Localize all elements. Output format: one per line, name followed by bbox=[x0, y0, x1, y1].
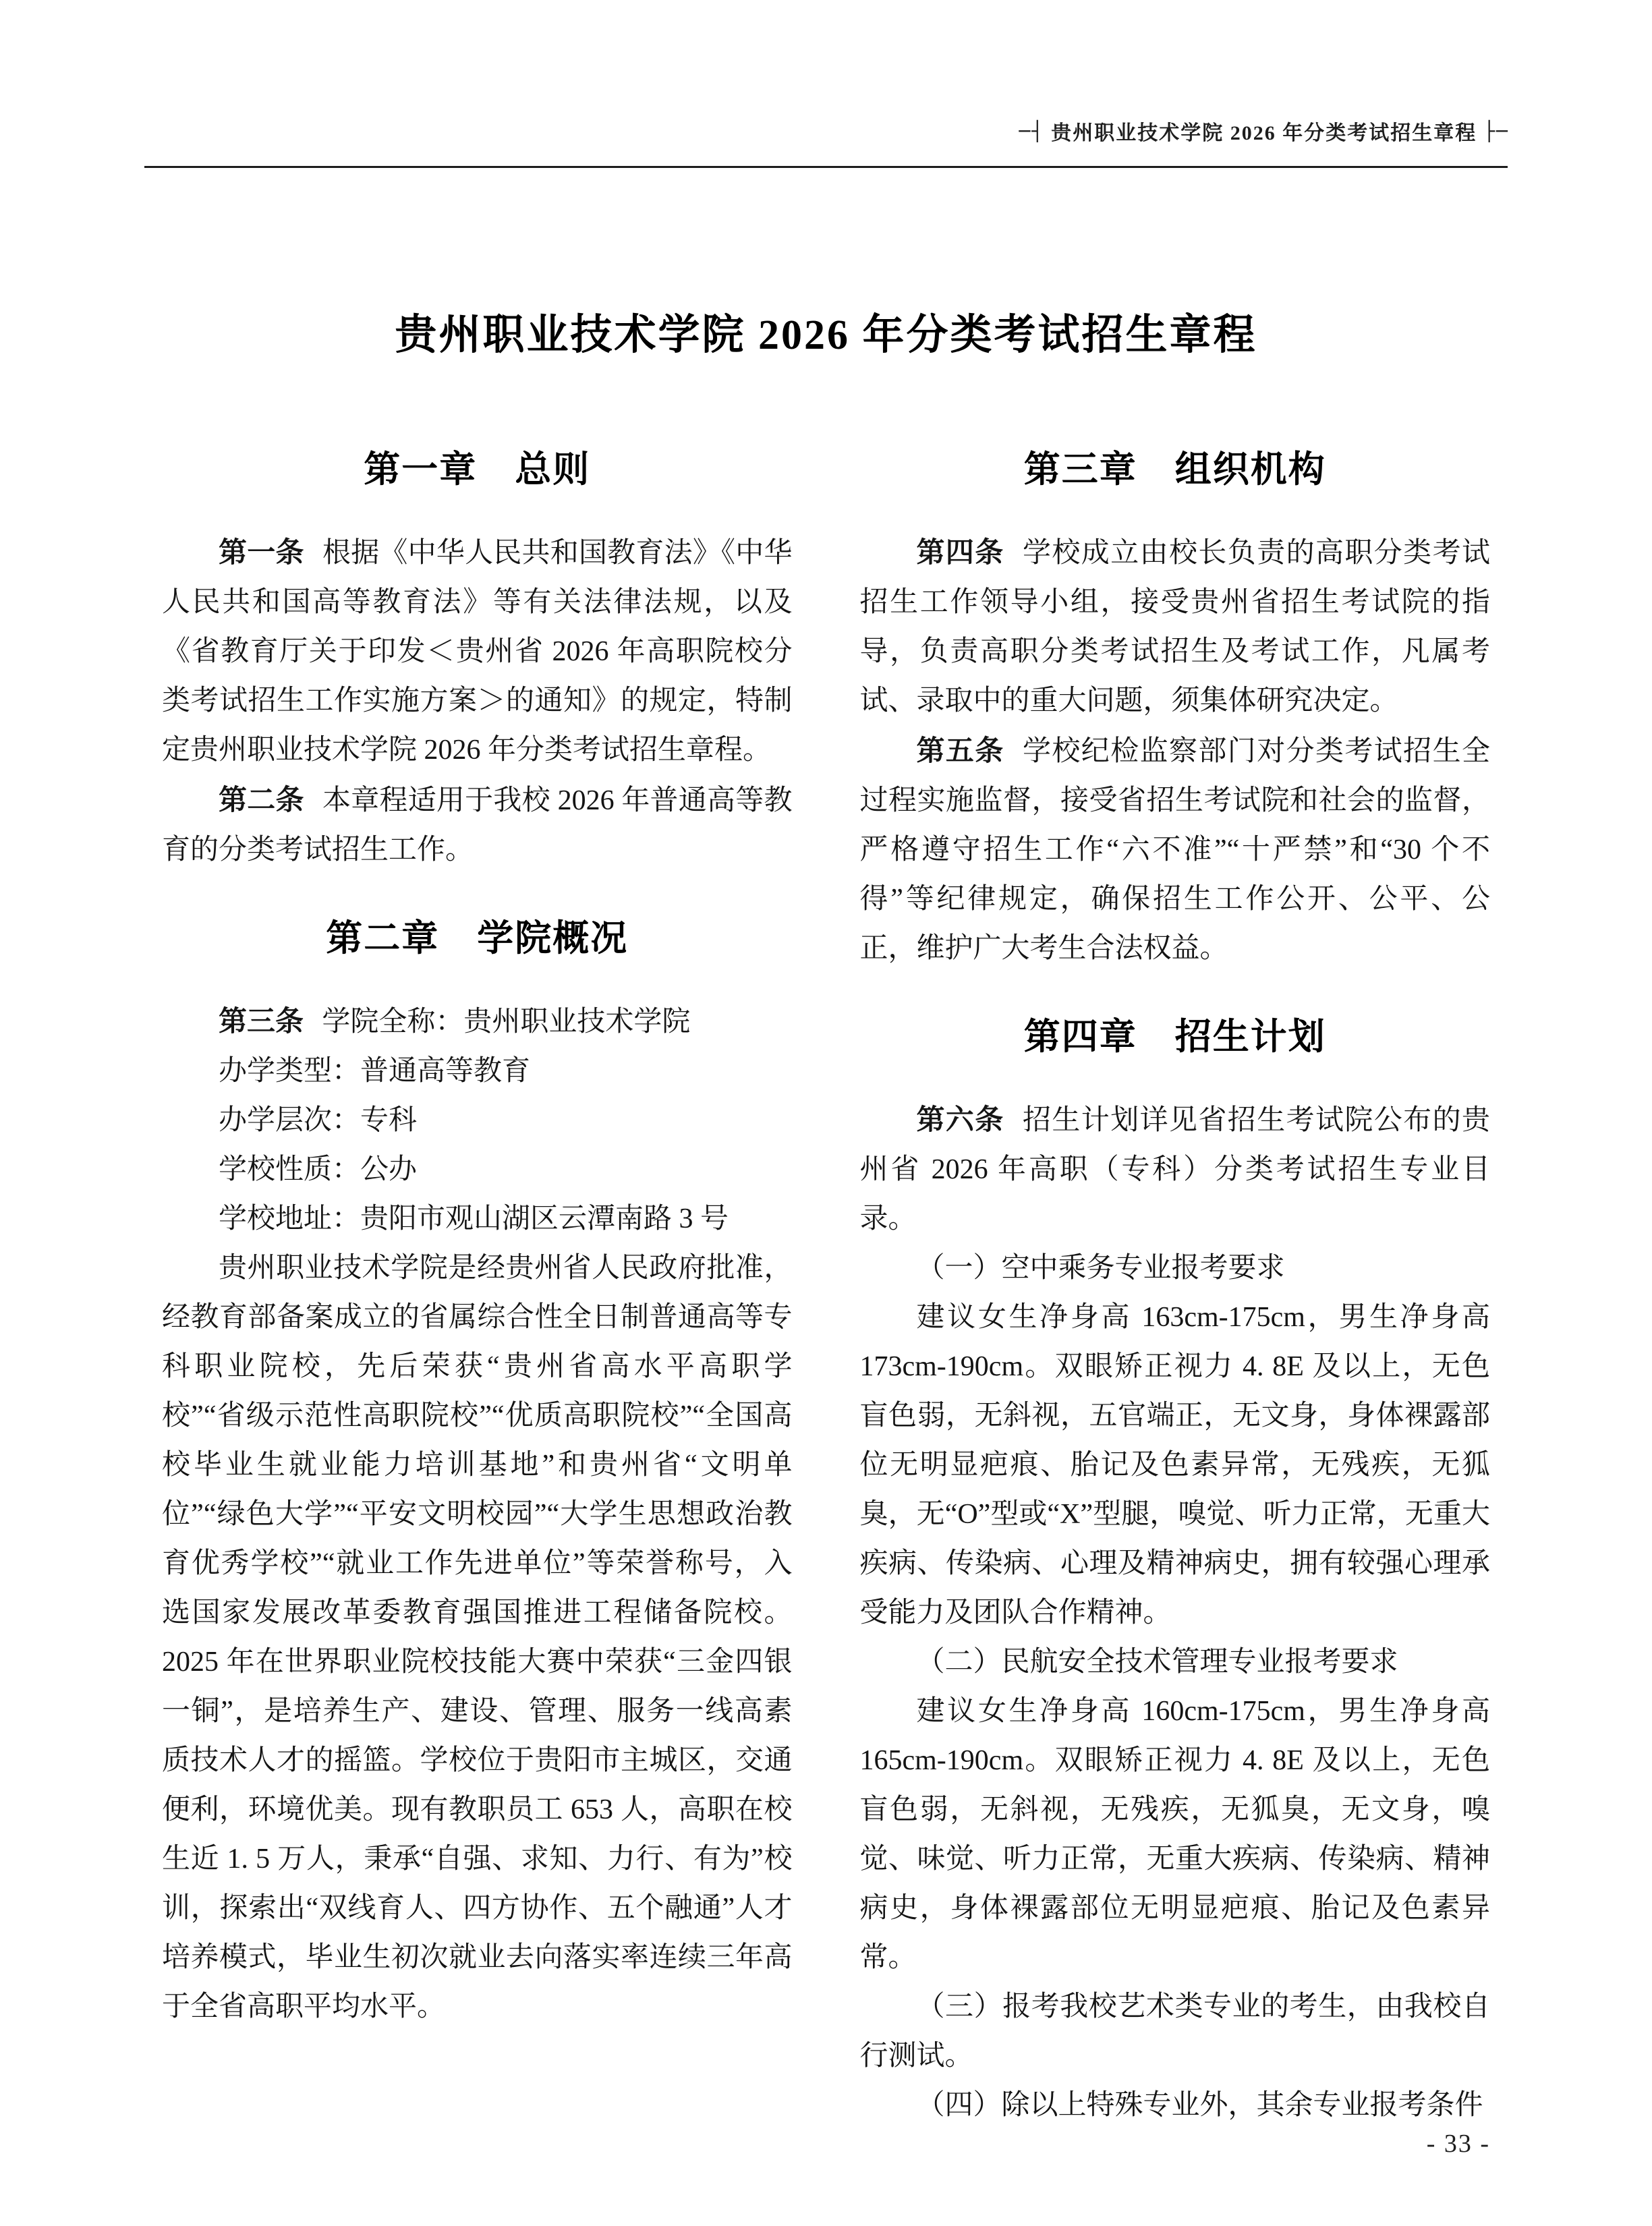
requirement-4-paragraph: （四）除以上特殊专业外，其余专业报考条件 bbox=[916, 2090, 1483, 2121]
requirement-1-title: （一）空中乘务专业报考要求 bbox=[916, 1253, 1285, 1284]
chapter-4-heading: 第四章 招生计划 bbox=[1023, 1017, 1326, 1057]
article-4-number: 第四条 bbox=[916, 536, 1004, 568]
article-3-number: 第三条 bbox=[219, 1005, 304, 1037]
header-left-tick-icon: ─┤ bbox=[1019, 119, 1045, 142]
school-nature-line: 学校性质：公办 bbox=[219, 1154, 418, 1185]
school-type-line: 办学类型：普通高等教育 bbox=[219, 1056, 531, 1087]
article-3-paragraph bbox=[162, 996, 793, 1047]
article-1-text: 根据《中华人民共和国教育法》《中华人民共和国高等教育法》等有关法律法规，以及《省教育厅关于印发＜贵州省 2026 年高职院校分类考试招生工作实施方案＞的通知》的规定，特制定贵州职业技术学院 2026 年分类考试招生章程。 bbox=[162, 538, 793, 766]
header-rule bbox=[144, 166, 1508, 168]
content-columns bbox=[162, 445, 1490, 2130]
chapter-2-heading: 第二章 学院概况 bbox=[326, 918, 629, 959]
article-5-text: 学校纪检监察部门对分类考试招生全过程实施监督，接受省招生考试院和社会的监督，严格遵守招生工作“六不准”“十严禁”和“30 个不得”等纪律规定，确保招生工作公开、公平、公正，维护广大考生合法权益。 bbox=[859, 736, 1490, 964]
left-column bbox=[162, 445, 793, 2130]
article-4-text: 学校成立由校长负责的高职分类考试招生工作领导小组，接受贵州省招生考试院的指导，负责高职分类考试招生及考试工作，凡属考试、录取中的重大问题，须集体研究决定。 bbox=[859, 538, 1490, 716]
article-1-number: 第一条 bbox=[219, 536, 304, 568]
requirement-2-title: （二）民航安全技术管理专业报考要求 bbox=[916, 1647, 1398, 1678]
school-address-line: 学校地址：贵阳市观山湖区云潭南路 3 号 bbox=[219, 1203, 729, 1234]
chapter-3-heading: 第三章 组织机构 bbox=[1023, 449, 1326, 490]
page-header bbox=[1019, 116, 1509, 146]
header-right-tick-icon: ├─ bbox=[1483, 119, 1509, 142]
article-4-paragraph bbox=[860, 527, 1491, 726]
requirement-3-paragraph: （三）报考我校艺术类专业的考生，由我校自行测试。 bbox=[859, 1991, 1490, 2072]
page-footer bbox=[1427, 2129, 1490, 2159]
chapter-1-heading: 第一章 总则 bbox=[364, 449, 591, 490]
article-2-number: 第二条 bbox=[219, 784, 304, 816]
article-2-text: 本章程适用于我校 2026 年普通高等教育的分类考试招生工作。 bbox=[162, 785, 793, 865]
running-header-title: 贵州职业技术学院 2026 年分类考试招生章程 bbox=[1051, 122, 1477, 144]
article-6-paragraph bbox=[860, 1095, 1491, 1244]
article-6-text: 招生计划详见省招生考试院公布的贵州省 2026 年高职（专科）分类考试招生专业目录。 bbox=[859, 1105, 1490, 1234]
page-number: - 33 - bbox=[1426, 2130, 1490, 2158]
right-column bbox=[860, 445, 1491, 2130]
document-title: 贵州职业技术学院 2026 年分类考试招生章程 bbox=[395, 312, 1257, 358]
requirement-2-body: 建议女生净身高 160cm-175cm，男生净身高 165cm-190cm。双眼矫正视力 4. 8E 及以上，无色盲色弱，无斜视，无残疾，无狐臭，无文身，嗅觉、味觉、听力正常，无重大疾病、传染病、精神病史，身体裸露部位无明显疤痕、胎记及色素异常。 bbox=[859, 1696, 1490, 1973]
requirement-1-body: 建议女生净身高 163cm-175cm，男生净身高 173cm-190cm。双眼矫正视力 4. 8E 及以上，无色盲色弱，无斜视，五官端正，无文身，身体裸露部位无明显疤痕、胎记及色素异常，无残疾，无狐臭，无“O”型或“X”型腿，嗅觉、听力正常，无重大疾病、传染病、心理及精神病史，拥有较强心理承受能力及团队合作精神。 bbox=[859, 1302, 1490, 1628]
school-level-line: 办学层次：专科 bbox=[219, 1105, 418, 1136]
article-5-number: 第五条 bbox=[916, 735, 1004, 766]
article-1-paragraph bbox=[162, 527, 793, 775]
article-2-paragraph bbox=[162, 775, 793, 875]
article-6-number: 第六条 bbox=[916, 1104, 1004, 1135]
article-5-paragraph bbox=[860, 726, 1491, 973]
school-introduction-paragraph: 贵州职业技术学院是经贵州省人民政府批准，经教育部备案成立的省属综合性全日制普通高等专科职业院校，先后荣获“贵州省高水平高职学校”“省级示范性高职院校”“优质高职院校”“全国高校毕业生就业能力培训基地”和贵州省“文明单位”“绿色大学”“平安文明校园”“大学生思想政治教育优秀学校”“就业工作先进单位”等荣誉称号，入选国家发展改革委教育强国推进工程储备院校。2025 年在世界职业院校技能大赛中荣获“三金四银一铜”，是培养生产、建设、管理、服务一线高素质技术人才的摇篮。学校位于贵阳市主城区，交通便利，环境优美。现有教职员工 653 人，高职在校生近 1. 5 万人，秉承“自强、求知、力行、有为”校训，探索出“双线育人、四方协作、五个融通”人才培养模式，毕业生初次就业去向落实率连续三年高于全省高职平均水平。 bbox=[162, 1253, 793, 2022]
article-3-text: 学院全称：贵州职业技术学院 bbox=[322, 1006, 691, 1037]
